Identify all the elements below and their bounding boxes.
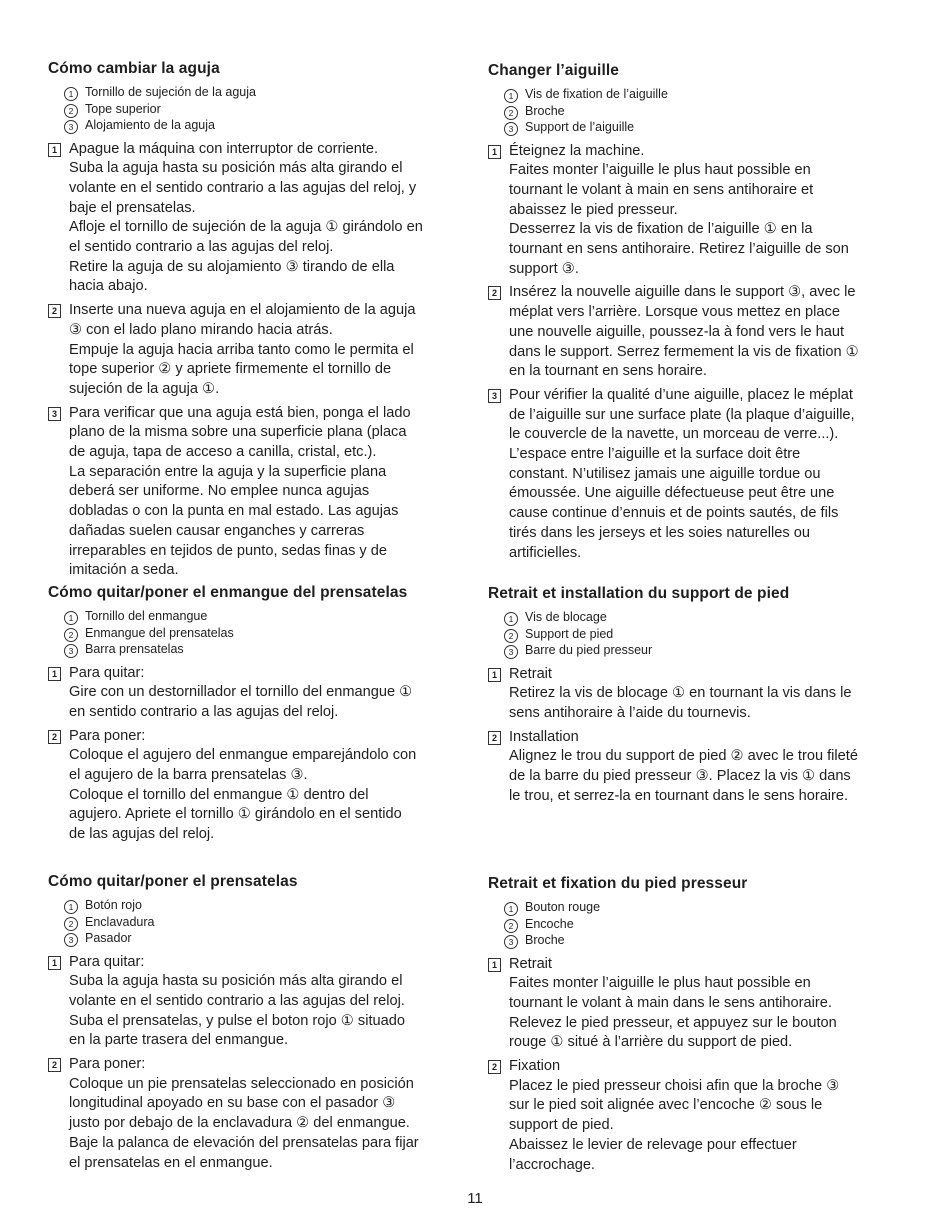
step-number-box: 2 [48,1058,61,1072]
step-line: tope superior ② y apriete firmemente el tornillo de [69,361,392,378]
step-number-box: 1 [488,958,501,972]
step-text [69,953,478,1052]
circled-number-icon: 3 [504,935,518,949]
step-line: Abaissez le levier de relevage pour effectuer [509,1136,797,1153]
step-text [69,404,478,581]
circled-number-icon: 2 [504,106,518,120]
instruction-step [48,301,478,400]
legend-item [504,899,908,916]
section-shank-es [48,584,478,849]
legend-text: Pasador [85,931,132,945]
circled-number-icon: 3 [64,120,78,134]
step-line: Suba la aguja hasta su posición más alta girando el [69,160,403,177]
step-line: support de pied. [509,1117,614,1134]
legend-text: Botón rojo [85,898,142,912]
legend-text: Support de pied [525,626,614,641]
step-line: le trou, et serrez-la en tournant dans le sens horaire. [509,787,849,804]
step-line: méplat vers l’arrière. Lorsque vous mettez en place [509,304,840,321]
instruction-step [48,664,478,723]
step-line: de aguja, tapa de acceso a canilla, cristal, etc.). [69,444,377,461]
legend-text: Broche [525,103,565,118]
parts-legend [504,86,908,136]
step-line: L’espace entre l’aiguille et la surface doit être [509,446,801,463]
section-foot-holder-fr [488,585,908,810]
step-text [509,728,908,807]
step-line: baje el prensatelas. [69,199,196,216]
step-text [509,386,908,563]
legend-text: Support de l’aiguille [525,120,635,134]
instruction-step [488,142,908,280]
step-line: en la parte trasera del enmangue. [69,1032,289,1049]
step-line: en sentido contrario a las agujas del reloj. [69,703,339,720]
step-text [509,665,908,724]
step-line: émoussée. Une aiguille défectueuse peut être une [509,485,835,502]
step-line: Para quitar: [69,664,145,681]
step-text [69,301,478,400]
step-line: rouge ① situé à l’arrière du support de pied. [509,1034,793,1051]
legend-item [64,84,478,101]
step-line: dans le support. Serrez fermement la vis de fixation ① [509,343,859,360]
legend-item [64,117,478,134]
step-line: Fixation [509,1058,561,1075]
step-number-box: 1 [488,668,501,682]
legend-text: Barre du pied presseur [525,643,653,657]
step-line: Coloque el tornillo del enmangue ① dentro del [69,786,369,803]
step-line: Faites monter l’aiguille le plus haut possible en [509,162,811,179]
legend-item [64,897,478,914]
legend-text: Vis de blocage [525,610,607,624]
step-line: de las agujas del reloj. [69,826,215,843]
legend-item [64,930,478,947]
step-line: dobladas o con la punta en mal estado. Las agujas [69,503,399,520]
step-line: Para poner: [69,727,146,744]
step-text [509,283,908,382]
step-line: Insérez la nouvelle aiguille dans le support ③, avec le [509,284,856,301]
step-line: Installation [509,728,579,745]
legend-item [64,625,478,642]
instruction-step [488,665,908,724]
step-line: Gire con un destornillador el tornillo del enmangue ① [69,684,413,701]
parts-legend [64,897,478,947]
parts-legend [64,84,478,134]
step-line: agujero. Apriete el tornillo ① girándolo en el sentido [69,806,402,823]
step-text [509,1057,908,1175]
circled-number-icon: 2 [64,628,78,642]
parts-legend [504,609,908,659]
step-line: Pour vérifier la qualité d’une aiguille, placez le méplat [509,386,853,403]
step-line: Retrait [509,665,552,682]
step-line: volante en el sentido contrario a las agujas del reloj, y [69,179,417,196]
step-line: Retrait [509,955,552,972]
circled-number-icon: 1 [64,87,78,101]
step-line: Inserte una nueva aguja en el alojamiento de la aguja [69,302,416,319]
step-line: Afloje el tornillo de sujeción de la aguja ① girándolo en [69,219,423,236]
circled-number-icon: 2 [64,104,78,118]
step-line: tournant le volant à main dans le sens antihoraire. [509,994,832,1011]
step-line: Coloque el agujero del enmangue emparejándolo con [69,747,417,764]
circled-number-icon: 2 [504,919,518,933]
step-line: plano de la misma sobre una superficie plana (placa [69,424,407,441]
step-text [69,1055,478,1173]
step-text [69,664,478,723]
step-line: el agujero de la barra prensatelas ③. [69,767,308,784]
step-line: Empuje la aguja hacia arriba tanto como le permita el [69,341,414,358]
section-title: Cómo quitar/poner el enmangue del prensatelas [48,584,408,601]
legend-item [504,609,908,626]
step-number-box: 1 [48,667,61,681]
step-line: el prensatelas en el enmangue. [69,1154,273,1171]
step-line: La separación entre la aguja y la superficie plana [69,463,387,480]
step-text [509,142,908,280]
parts-legend [64,608,478,658]
circled-number-icon: 3 [504,645,518,659]
parts-legend [504,899,908,949]
legend-item [504,86,908,103]
instruction-step [48,953,478,1052]
step-line: tournant en sens antihoraire. Retirez l’aiguille de son [509,241,849,258]
legend-text: Enclavadura [85,914,155,929]
legend-item [64,914,478,931]
step-line: Faites monter l’aiguille le plus haut possible en [509,975,811,992]
step-line: Relevez le pied presseur, et appuyez sur le bouton [509,1014,837,1031]
legend-text: Barra prensatelas [85,642,184,656]
instruction-step [48,140,478,298]
step-line: tirés dans les jerseys et les soies naturelles ou [509,524,810,541]
instruction-step [48,1055,478,1173]
instruction-step [488,728,908,807]
step-line: sur le pied soit alignée avec l’encoche ② sous le [509,1097,823,1114]
step-number-box: 1 [488,145,501,159]
step-line: Desserrez la vis de fixation de l’aiguille ① en la [509,221,813,238]
circled-number-icon: 1 [504,902,518,916]
step-line: constant. N’utilisez jamais une aiguille tordue ou [509,465,821,482]
step-number-box: 2 [488,731,501,745]
circled-number-icon: 1 [504,612,518,626]
circled-number-icon: 3 [504,122,518,136]
legend-text: Tornillo del enmangue [85,609,208,623]
step-text [509,955,908,1054]
section-title: Retrait et fixation du pied presseur [488,875,748,892]
legend-item [504,103,908,120]
section-title: Cómo cambiar la aguja [48,60,220,77]
step-line: imitación a seda. [69,562,179,579]
instruction-step [488,283,908,382]
step-line: tournant le volant à main en sens antihoraire et [509,181,814,198]
step-line: Para poner: [69,1056,146,1073]
step-line: el sentido contrario a las agujas del reloj. [69,239,334,256]
step-line: support ③. [509,260,579,277]
circled-number-icon: 3 [64,933,78,947]
section-change-needle-es [48,60,478,585]
step-line: Suba la aguja hasta su posición más alta girando el [69,973,403,990]
step-line: l’accrochage. [509,1156,595,1173]
step-text [69,140,478,298]
section-title: Cómo quitar/poner el prensatelas [48,873,298,890]
legend-text: Alojamiento de la aguja [85,118,215,132]
step-number-box: 3 [488,389,501,403]
legend-item [504,119,908,136]
step-line: Alignez le trou du support de pied ② avec le trou fileté [509,748,858,765]
step-line: Retirez la vis de blocage ① en tournant la vis dans le [509,685,852,702]
step-line: justo por debajo de la enclavadura ② del enmangue. [69,1115,410,1132]
step-line: Éteignez la machine. [509,142,645,159]
step-line: Baje la palanca de elevación del prensatelas para fijar [69,1134,419,1151]
section-change-needle-fr [488,62,908,567]
step-number-box: 2 [488,1060,501,1074]
step-line: irreparables en tejidos de punto, sedas finas y de [69,542,388,559]
step-line: dañadas suelen causar enganches y carreras [69,522,365,539]
section-title: Changer l’aiguille [488,62,619,79]
legend-item [504,916,908,933]
step-line: Suba el prensatelas, y pulse el boton rojo ① situado [69,1012,405,1029]
section-presser-foot-fr [488,875,908,1179]
legend-text: Vis de fixation de l’aiguille [525,87,668,101]
legend-item [504,626,908,643]
step-text [69,727,478,845]
step-line: Retire la aguja de su alojamiento ③ tirando de ella [69,258,395,275]
circled-number-icon: 1 [64,611,78,625]
step-number-box: 1 [48,956,61,970]
instruction-step [488,386,908,563]
instruction-step [488,955,908,1054]
circled-number-icon: 2 [64,917,78,931]
instruction-step [488,1057,908,1175]
step-line: longitudinal apoyado en su base con el pasador ③ [69,1095,396,1112]
legend-item [504,932,908,949]
step-number-box: 2 [488,286,501,300]
step-line: Para verificar que una aguja está bien, ponga el lado [69,404,411,421]
step-number-box: 1 [48,143,61,157]
step-line: Apague la máquina con interruptor de corriente. [69,140,379,157]
circled-number-icon: 3 [64,644,78,658]
step-line: hacia abajo. [69,278,148,295]
step-line: deberá ser uniforme. No emplee nunca agujas [69,483,370,500]
step-line: de la barre du pied presseur ③. Placez la vis ① dans [509,768,851,785]
step-number-box: 2 [48,304,61,318]
legend-text: Encoche [525,916,574,931]
legend-text: Broche [525,933,565,947]
page-number: 11 [467,1190,483,1207]
step-line: le couvercle de la navette, un morceau de verre...). [509,426,839,443]
step-number-box: 3 [48,407,61,421]
section-title: Retrait et installation du support de pied [488,585,790,602]
step-line: Para quitar: [69,953,145,970]
instruction-step [48,727,478,845]
step-line: en la tournant en sens horaire. [509,363,707,380]
step-line: cause continue d’ennuis et de points sautés, de fils [509,505,839,522]
legend-item [64,101,478,118]
legend-item [64,608,478,625]
instruction-step [48,404,478,581]
circled-number-icon: 1 [504,89,518,103]
step-line: Coloque un pie prensatelas seleccionado en posición [69,1075,414,1092]
legend-text: Bouton rouge [525,900,601,914]
step-line: sujeción de la aguja ①. [69,380,220,397]
step-line: de l’aiguille sur une surface plate (la plaque d’aiguille, [509,406,855,423]
legend-text: Tope superior [85,101,161,116]
step-line: une nouvelle aiguille, poussez-la à fond vers le haut [509,323,845,340]
legend-item [64,641,478,658]
step-number-box: 2 [48,730,61,744]
section-presser-foot-es [48,873,478,1177]
legend-item [504,642,908,659]
step-line: ③ con el lado plano mirando hacia atrás. [69,321,333,338]
circled-number-icon: 1 [64,900,78,914]
step-line: volante en el sentido contrario a las agujas del reloj. [69,992,405,1009]
step-line: abaissez le pied presseur. [509,201,678,218]
step-line: sens antihoraire à l’aide du tournevis. [509,704,751,721]
step-line: artificielles. [509,544,582,561]
legend-text: Enmangue del prensatelas [85,625,234,640]
circled-number-icon: 2 [504,629,518,643]
legend-text: Tornillo de sujeción de la aguja [85,85,256,99]
step-line: Placez le pied presseur choisi afin que la broche ③ [509,1077,840,1094]
